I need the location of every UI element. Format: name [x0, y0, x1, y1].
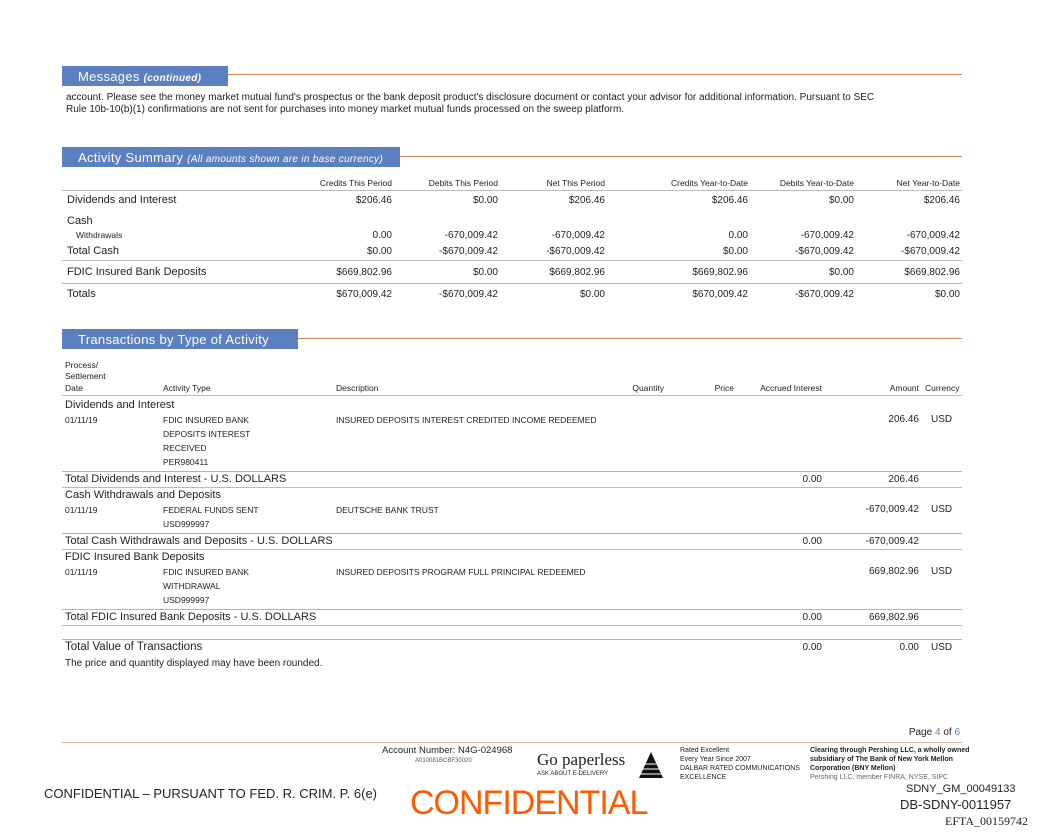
- col-header-date: Settlement: [65, 371, 106, 381]
- go-paperless-logo: Go paperless: [537, 750, 626, 769]
- group-total-amount: -670,009.42: [865, 536, 919, 547]
- tx-description: INSURED DEPOSITS INTEREST CREDITED INCOME REDEEMED: [336, 415, 597, 425]
- divider: [298, 338, 962, 339]
- tx-currency: USD: [931, 414, 953, 425]
- rated-line: EXCELLENCE: [680, 774, 727, 781]
- divider: [62, 260, 962, 261]
- summary-cell: $670,009.42: [692, 289, 748, 300]
- summary-cell: $669,802.96: [336, 267, 392, 278]
- summary-cell: 0.00: [372, 230, 392, 241]
- summary-col-header: Net This Period: [546, 178, 605, 188]
- summary-cell: $206.46: [568, 195, 605, 206]
- tx-date: 01/11/19: [65, 415, 98, 425]
- summary-row-label: Totals: [67, 288, 96, 300]
- tx-description: DEUTSCHE BANK TRUST: [336, 505, 439, 515]
- divider: [62, 609, 962, 610]
- tx-description: INSURED DEPOSITS PROGRAM FULL PRINCIPAL REDEEMED: [336, 567, 586, 577]
- summary-cell: $669,802.96: [692, 267, 748, 278]
- group-name: Dividends and Interest: [65, 399, 175, 411]
- summary-cell: -$670,009.42: [901, 246, 960, 257]
- group-total-amount: 206.46: [888, 474, 919, 485]
- message-line: account. Please see the money market mutual fund's prospectus or the bank deposit product's disclosure document or contact your advisor for additional information. Pursuant to SEC: [66, 92, 875, 103]
- summary-cell: -$670,009.42: [795, 289, 854, 300]
- divider: [62, 639, 962, 640]
- summary-cell: $0.00: [722, 246, 748, 257]
- summary-cell: $0.00: [828, 195, 854, 206]
- summary-cell: -670,009.42: [906, 230, 960, 241]
- summary-cell: $0.00: [579, 289, 605, 300]
- messages-title-suffix: (continued): [143, 73, 202, 84]
- group-name: FDIC Insured Bank Deposits: [65, 551, 205, 563]
- summary-cell: $669,802.96: [549, 267, 605, 278]
- tx-amount: 206.46: [888, 414, 919, 425]
- divider: [400, 156, 962, 157]
- summary-row-label: Dividends and Interest: [67, 194, 177, 206]
- tx-date: 01/11/19: [65, 567, 98, 577]
- summary-col-header: Credits This Period: [319, 178, 392, 188]
- group-total-label: Total Dividends and Interest - U.S. DOLLARS: [65, 473, 287, 485]
- clearing-line: subsidiary of The Bank of New York Mellon: [810, 756, 953, 763]
- grand-total-label: Total Value of Transactions: [65, 641, 203, 653]
- clearing-line: Clearing through Pershing LLC, a wholly owned: [810, 747, 970, 754]
- col-header-currency: Currency: [925, 383, 960, 393]
- divider: [62, 190, 962, 191]
- group-total-accrued: 0.00: [802, 474, 822, 485]
- col-header-quantity: Quantity: [632, 383, 664, 393]
- tx-activity-type: USD999997: [163, 595, 210, 605]
- col-header-accrued-interest: Accrued Interest: [760, 383, 822, 393]
- summary-cell: -$670,009.42: [439, 289, 498, 300]
- dalbar-tree-icon: [636, 750, 666, 782]
- confidential-stamp: CONFIDENTIAL: [410, 784, 648, 822]
- summary-row-label: Total Cash: [67, 245, 119, 257]
- group-total-label: Total Cash Withdrawals and Deposits - U.S. DOLLARS: [65, 535, 333, 547]
- messages-header: [62, 66, 228, 86]
- tx-currency: USD: [931, 504, 953, 515]
- summary-row-label: FDIC Insured Bank Deposits: [67, 266, 207, 278]
- clearing-line: Corporation (BNY Mellon): [810, 765, 896, 772]
- tx-currency: USD: [931, 566, 953, 577]
- grand-total-currency: USD: [931, 642, 953, 653]
- summary-col-header: Credits Year-to-Date: [670, 178, 748, 188]
- divider: [62, 395, 962, 396]
- summary-row-label: Cash: [67, 215, 93, 227]
- footer-divider: [62, 742, 962, 743]
- paperless-subtext: ASK ABOUT E-DELIVERY: [537, 771, 609, 777]
- page-indicator: Page 4 of 6: [908, 727, 960, 738]
- divider: [62, 533, 962, 534]
- bates-number: DB-SDNY-0011957: [900, 797, 1012, 812]
- group-total-label: Total FDIC Insured Bank Deposits - U.S. DOLLARS: [65, 611, 317, 623]
- rounding-note: The price and quantity displayed may have been rounded.: [65, 658, 323, 669]
- summary-cell: $0.00: [472, 267, 498, 278]
- clearing-text: [810, 746, 969, 782]
- tx-activity-type: DEPOSITS INTEREST: [163, 429, 251, 439]
- tx-amount: -670,009.42: [865, 504, 919, 515]
- rated-excellent-text: [680, 746, 800, 782]
- col-header-date: Date: [65, 383, 83, 393]
- grand-total-accrued: 0.00: [802, 642, 822, 653]
- summary-subtitle: (All amounts shown are in base currency): [187, 154, 384, 165]
- summary-row-label: Withdrawals: [76, 230, 123, 240]
- divider: [62, 487, 962, 488]
- tx-activity-type: USD999997: [163, 519, 210, 529]
- summary-cell: $206.46: [711, 195, 748, 206]
- summary-cell: -670,009.42: [551, 230, 605, 241]
- tx-activity-type: WITHDRAWAL: [163, 581, 221, 591]
- summary-cell: $0.00: [472, 195, 498, 206]
- rated-line: Rated Excellent: [680, 747, 730, 754]
- messages-title: Messages: [78, 69, 140, 84]
- message-line: Rule 10b-10(b)(1) confirmations are not sent for purchases into money market mutual funds processed on the sweep platform.: [66, 104, 625, 115]
- divider: [62, 283, 962, 284]
- grand-total-amount: 0.00: [899, 642, 919, 653]
- group-name: Cash Withdrawals and Deposits: [65, 489, 221, 501]
- divider: [62, 471, 962, 472]
- bates-number: SDNY_GM_00049133: [906, 783, 1016, 795]
- col-header-description: Description: [336, 383, 379, 393]
- summary-cell: $670,009.42: [336, 289, 392, 300]
- col-header-date: Process/: [65, 360, 99, 370]
- summary-cell: -$670,009.42: [439, 246, 498, 257]
- rated-line: DALBAR RATED COMMUNICATIONS: [680, 765, 800, 772]
- col-header-activity: Activity Type: [163, 383, 211, 393]
- summary-cell: -$670,009.42: [546, 246, 605, 257]
- summary-cell: -670,009.42: [444, 230, 498, 241]
- account-number: Account Number: N4G-024968: [382, 745, 513, 756]
- summary-cell: $0.00: [828, 267, 854, 278]
- bates-number: EFTA_00159742: [945, 814, 1029, 828]
- summary-title: Activity Summary: [78, 150, 184, 165]
- summary-cell: -$670,009.42: [795, 246, 854, 257]
- summary-cell: 0.00: [728, 230, 748, 241]
- divider: [228, 74, 962, 75]
- summary-col-header: Debits Year-to-Date: [779, 178, 854, 188]
- summary-col-header: Debits This Period: [428, 178, 498, 188]
- col-header-amount: Amount: [889, 383, 919, 393]
- summary-cell: $0.00: [366, 246, 392, 257]
- clearing-line: Pershing LLC, member FINRA, NYSE, SIPC: [810, 774, 949, 781]
- divider: [62, 549, 962, 550]
- transactions-title: Transactions by Type of Activity: [78, 332, 269, 347]
- summary-cell: -670,009.42: [800, 230, 854, 241]
- summary-cell: $0.00: [934, 289, 960, 300]
- tx-activity-type: RECEIVED: [163, 443, 207, 453]
- tx-activity-type: FDIC INSURED BANK: [163, 567, 249, 577]
- group-total-accrued: 0.00: [802, 612, 822, 623]
- tx-activity-type: PER980411: [163, 457, 209, 467]
- tx-amount: 669,802.96: [868, 566, 919, 577]
- transactions-header: [62, 329, 298, 349]
- group-total-accrued: 0.00: [802, 536, 822, 547]
- document-code: A010081BCBF30020: [415, 758, 472, 764]
- summary-header: [62, 147, 400, 167]
- tx-activity-type: FDIC INSURED BANK: [163, 415, 249, 425]
- summary-cell: $206.46: [923, 195, 960, 206]
- col-header-price: Price: [714, 383, 734, 393]
- summary-cell: $206.46: [355, 195, 392, 206]
- summary-col-header: Net Year-to-Date: [896, 178, 960, 188]
- summary-cell: $669,802.96: [904, 267, 960, 278]
- rated-line: Every Year Since 2007: [680, 756, 751, 763]
- tx-activity-type: FEDERAL FUNDS SENT: [163, 505, 259, 515]
- group-total-amount: 669,802.96: [868, 612, 919, 623]
- confidential-notice: CONFIDENTIAL – PURSUANT TO FED. R. CRIM. P. 6(e): [44, 786, 378, 801]
- tx-date: 01/11/19: [65, 505, 98, 515]
- divider: [62, 625, 962, 626]
